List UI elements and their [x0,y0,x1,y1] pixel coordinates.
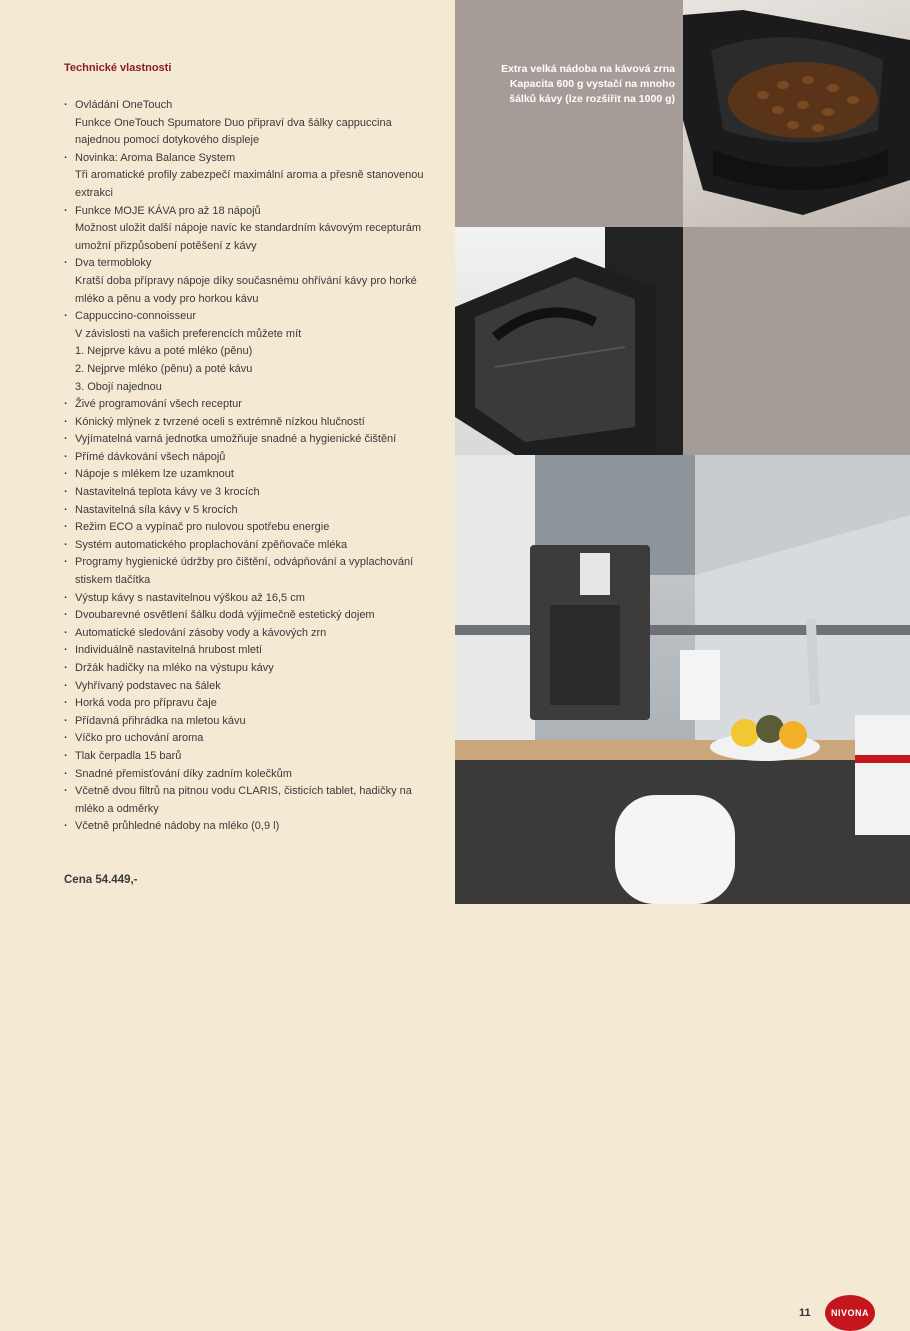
feature-option: 2. Nejprve mléko (pěnu) a poté kávu [75,362,253,375]
bean-container-caption [465,62,675,107]
feature-label: Automatické sledování zásoby vody a kávových zrn [75,626,327,639]
feature-option: 3. Obojí najednou [75,380,162,393]
caption-line: Extra velká nádoba na kávová zrna [501,63,675,75]
feature-item [64,748,434,766]
feature-label: Funkce MOJE KÁVA pro až 18 nápojů [75,204,261,217]
water-caption-tile [683,227,910,455]
feature-label: Nastavitelná síla kávy v 5 krocích [75,503,238,516]
feature-label: Výstup kávy s nastavitelnou výškou až 16,5 cm [75,591,305,604]
feature-label: Živé programování všech receptur [75,398,242,411]
feature-description: Možnost uložit další nápoje navíc ke standardním kávovým recepturám umožní přizpůsobení potěšení z kávy [75,222,422,252]
feature-item [64,642,434,660]
feature-item [64,431,434,449]
feature-item [64,607,434,625]
feature-item [64,484,434,502]
feature-item [64,818,434,836]
feature-label: Vyhřívaný podstavec na šálek [75,679,221,692]
feature-label: Programy hygienické údržby pro čištění, odvápňování a vyplachování stiskem tlačítka [75,556,414,587]
kitchen-illustration [455,455,910,904]
feature-label: Včetně průhledné nádoby na mléko (0,9 l) [75,820,280,833]
feature-item [64,766,434,784]
feature-item [64,396,434,414]
feature-label: Individuálně nastavitelná hrubost mletí [75,644,263,657]
feature-item [64,255,434,308]
feature-option: 1. Nejprve kávu a poté mléko (pěnu) [75,345,253,358]
feature-label: Víčko pro uchování aroma [75,732,204,745]
feature-item [64,590,434,608]
feature-description: V závislosti na vašich preferencích můžete mít [75,327,302,340]
feature-item [64,502,434,520]
feature-item [64,554,434,589]
caption-line: šálků kávy (lze rozšířit na 1000 g) [509,93,675,105]
nivona-logo [825,1295,875,1331]
feature-label: Režim ECO a vypínač pro nulovou spotřebu energie [75,521,330,534]
feature-label: Nastavitelná teplota kávy ve 3 krocích [75,486,260,499]
feature-label: Novinka: Aroma Balance System [75,151,236,164]
page-number: 11 [799,1307,811,1319]
feature-label: Vyjímatelná varná jednotka umožňuje snadné a hygienické čištění [75,433,397,446]
feature-item [64,308,434,396]
feature-item [64,203,434,256]
feature-item [64,519,434,537]
feature-item [64,783,434,818]
feature-label: Včetně dvou filtrů na pitnou vodu CLARIS, čisticích tablet, hadičky na mléko a odměrky [75,785,412,815]
feature-label: Držák hadičky na mléko na výstupu kávy [75,662,274,674]
feature-list [64,97,434,836]
feature-label: Snadné přemisťování díky zadním kolečkům [75,767,292,780]
feature-item [64,150,434,203]
feature-label: Dva termobloky [75,257,152,270]
feature-item [64,466,434,484]
feature-description: Funkce OneTouch Spumatore Duo připraví dva šálky cappuccina najednou pomocí dotykového displeje [75,116,392,147]
feature-item [64,97,434,150]
logo-text: NIVONA [830,1308,869,1318]
caption-line: Kapacita 600 g vystačí na mnoho [509,78,675,90]
feature-label: Cappuccino-connoisseur [75,310,197,323]
section-title: Technické vlastnosti [64,62,172,74]
feature-description: Kratší doba přípravy nápoje díky současnému ohřívání kávy pro horké mléko a pěnu a vody pro horkou kávu [75,274,417,305]
feature-item [64,449,434,467]
feature-item [64,537,434,555]
feature-label: Systém automatického proplachování zpěňovače mléka [75,538,348,551]
bean-container-photo [683,0,910,227]
feature-item [64,678,434,696]
feature-label: Kónický mlýnek z tvrzené oceli s extrémně nízkou hlučností [75,415,365,428]
feature-label: Tlak čerpadla 15 barů [75,749,182,762]
feature-item [64,625,434,643]
feature-item [64,713,434,731]
image-column [455,0,910,1319]
feature-description: Tři aromatické profily zabezpečí maximální aroma a přesně stanovenou extrakci [75,169,424,199]
feature-label: Ovládání OneTouch [75,99,173,111]
feature-item [64,660,434,678]
water-tank-illustration [455,227,683,455]
spec-column [0,0,455,904]
bean-caption-tile [455,0,683,227]
feature-label: Dvoubarevné osvětlení šálku dodá výjimečně estetický dojem [75,609,375,622]
water-tank-photo [455,227,683,455]
bean-container-illustration [683,0,910,227]
feature-label: Přídavná přihrádka na mletou kávu [75,714,246,727]
feature-label: Horká voda pro přípravu čaje [75,697,217,710]
price-label: Cena 54.449,- [64,874,138,886]
feature-item [64,695,434,713]
feature-item [64,414,434,432]
feature-label: Přímé dávkování všech nápojů [75,450,226,463]
feature-label: Nápoje s mlékem lze uzamknout [75,468,234,481]
feature-item [64,730,434,748]
kitchen-photo [455,455,910,1319]
